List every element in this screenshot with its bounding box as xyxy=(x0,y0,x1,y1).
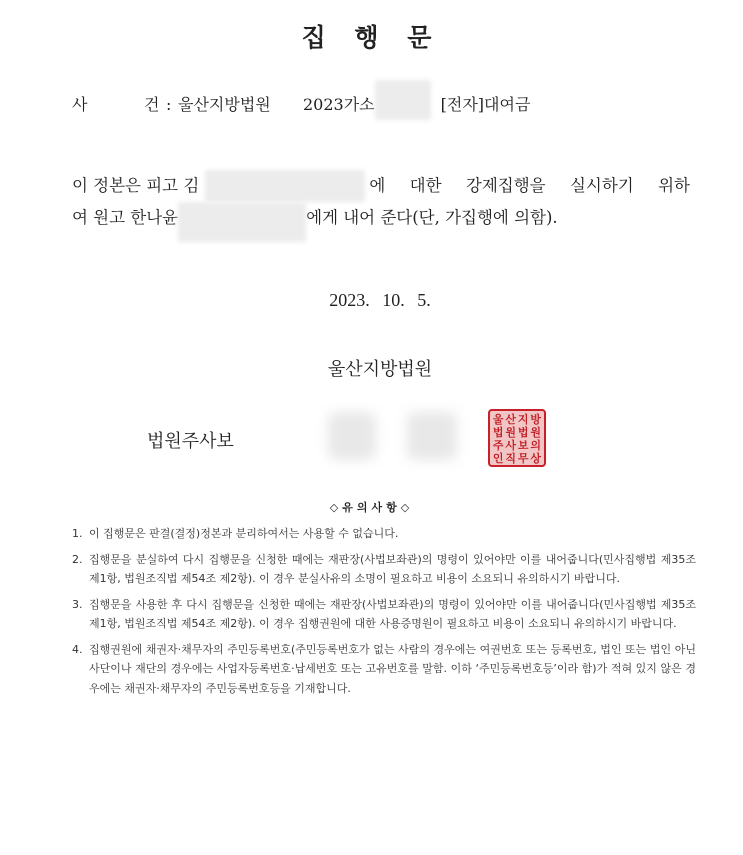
redacted-case-number xyxy=(375,80,431,120)
redacted-clerk-name-2 xyxy=(407,412,457,460)
body-line2-end: 에게 내어 준다(단, 가집행에 의함). xyxy=(306,208,558,227)
seal-char: 방 xyxy=(530,413,542,426)
seal-char: 법 xyxy=(492,426,504,439)
notice-number: 2. xyxy=(72,552,83,566)
redacted-defendant-name xyxy=(205,170,365,202)
body-line-2 xyxy=(72,202,690,242)
seal-char: 법 xyxy=(517,426,529,439)
case-number: 2023가소 xyxy=(303,94,375,114)
case-label-geon: 건 xyxy=(144,94,160,114)
body-line2-start: 여 원고 한나윤 xyxy=(72,208,179,227)
notice-item xyxy=(72,550,696,589)
seal-char: 울 xyxy=(492,413,504,426)
seal-char: 주 xyxy=(492,439,504,452)
notice-number: 4. xyxy=(72,642,83,656)
notice-title: ◇유의사항◇ xyxy=(329,501,414,514)
notice-item xyxy=(72,524,696,544)
seal-char: 상 xyxy=(530,452,542,465)
seal-char: 지 xyxy=(517,413,529,426)
case-label-sa: 사 xyxy=(72,94,88,114)
notice-text: 이 집행문은 판결(결정)정본과 분리하여서는 사용할 수 없습니다. xyxy=(89,527,399,540)
seal-char: 직 xyxy=(505,452,517,465)
body-paragraph xyxy=(72,170,690,242)
body-line-1 xyxy=(72,170,690,202)
clerk-title: 법원주사보 xyxy=(147,431,234,452)
case-row xyxy=(72,90,530,120)
notice-text: 집행문을 분실하여 다시 집행문을 신청한 때에는 재판장(사법보좌관)의 명령이 있어야만 이를 내어줍니다(민사집행법 제35조 제1항, 법원조직법 제54조 제2항). 이 경우 분실사유의 소명이 필요하고 비용이 소요되니 유의하시기 바랍니다. xyxy=(89,552,696,585)
seal-char: 보 xyxy=(517,439,529,452)
notice-number: 3. xyxy=(72,597,83,611)
seal-char: 무 xyxy=(517,452,529,465)
seal-char: 산 xyxy=(505,413,517,426)
case-colon: : xyxy=(166,94,172,114)
seal-char: 원 xyxy=(505,426,517,439)
seal-char: 인 xyxy=(492,452,504,465)
case-court: 울산지방법원 xyxy=(178,94,271,114)
body-line1-start: 이 정본은 피고 김 xyxy=(72,176,200,195)
document-title: 집 행 문 xyxy=(301,23,442,52)
notice-number: 1. xyxy=(72,527,83,540)
redacted-clerk-name-1 xyxy=(328,412,376,460)
notice-item xyxy=(72,640,696,699)
redacted-plaintiff-name xyxy=(178,202,306,242)
seal-char: 의 xyxy=(530,439,542,452)
case-type: [전자]대여금 xyxy=(440,94,531,114)
notice-item xyxy=(72,595,696,634)
seal-char: 사 xyxy=(505,439,517,452)
notice-text: 집행권원에 채권자·채무자의 주민등록번호(주민등록번호가 없는 사람의 경우에는 여권번호 또는 등록번호, 법인 또는 법인 아닌 사단이나 재단의 경우에는 사업자등록번호·납세번호 또는 고유번호를 말함. 이하 ‘주민등록번호등’이라 함)가 적혀 있지 않은 경우에는 채권자·채무자의 주민등록번호등을 기재합니다. xyxy=(89,642,696,695)
seal-char: 원 xyxy=(530,426,542,439)
notice-list xyxy=(72,524,696,704)
issue-date: 2023. 10. 5. xyxy=(329,290,431,310)
body-line1-end: 에 대한 강제집행을 실시하기 위하 xyxy=(369,176,690,195)
issuing-court: 울산지방법원 xyxy=(327,359,433,380)
official-seal xyxy=(488,409,546,467)
notice-text: 집행문을 사용한 후 다시 집행문을 신청한 때에는 재판장(사법보좌관)의 명령이 있어야만 이를 내어줍니다(민사집행법 제35조 제1항, 법원조직법 제54조 제2항). 이 경우 집행권원에 대한 사용증명원이 필요하고 비용이 소요되니 유의하시기 바랍니다. xyxy=(89,597,696,630)
